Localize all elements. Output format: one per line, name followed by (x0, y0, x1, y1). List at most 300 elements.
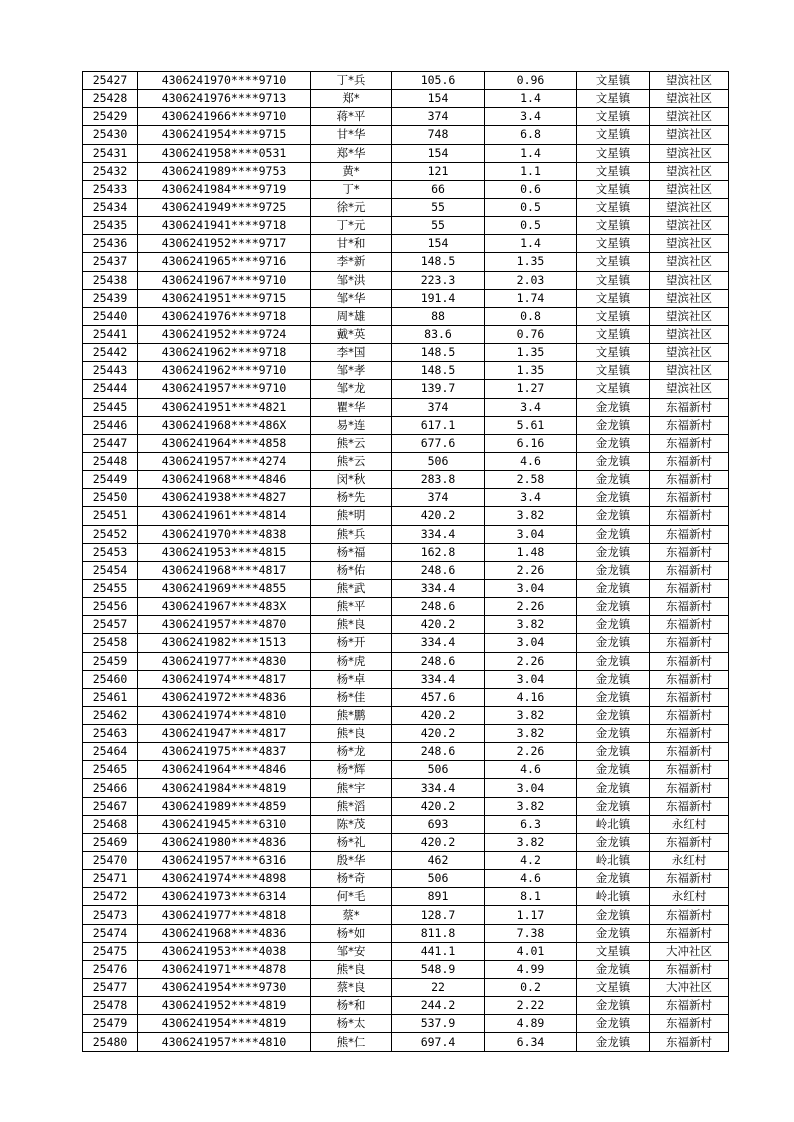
id-number-cell: 4306241967****483X (138, 598, 311, 616)
village-cell: 东福新村 (650, 870, 729, 888)
table-row (83, 979, 729, 997)
quantity-cell: 8.1 (485, 888, 577, 906)
row-number-cell: 25458 (83, 634, 138, 652)
quantity-cell: 4.6 (485, 870, 577, 888)
table-row (83, 525, 729, 543)
id-number-cell: 4306241957****9710 (138, 380, 311, 398)
village-cell: 东福新村 (650, 670, 729, 688)
table-row (83, 906, 729, 924)
table-row (83, 217, 729, 235)
name-cell: 郑* (311, 90, 392, 108)
quantity-cell: 0.2 (485, 979, 577, 997)
name-cell: 熊*宇 (311, 779, 392, 797)
amount-cell: 420.2 (392, 797, 485, 815)
town-cell: 金龙镇 (577, 634, 650, 652)
table-row (83, 289, 729, 307)
quantity-cell: 3.4 (485, 398, 577, 416)
amount-cell: 457.6 (392, 688, 485, 706)
quantity-cell: 4.01 (485, 942, 577, 960)
row-number-cell: 25444 (83, 380, 138, 398)
amount-cell: 748 (392, 126, 485, 144)
id-number-cell: 4306241938****4827 (138, 489, 311, 507)
id-number-cell: 4306241973****6314 (138, 888, 311, 906)
table-row (83, 960, 729, 978)
table-row (83, 761, 729, 779)
village-cell: 望滨社区 (650, 362, 729, 380)
village-cell: 东福新村 (650, 1033, 729, 1051)
town-cell: 文星镇 (577, 180, 650, 198)
row-number-cell: 25470 (83, 852, 138, 870)
quantity-cell: 0.76 (485, 325, 577, 343)
table-row (83, 579, 729, 597)
amount-cell: 191.4 (392, 289, 485, 307)
name-cell: 黄* (311, 162, 392, 180)
amount-cell: 693 (392, 815, 485, 833)
name-cell: 熊*武 (311, 579, 392, 597)
name-cell: 熊*良 (311, 725, 392, 743)
row-number-cell: 25461 (83, 688, 138, 706)
amount-cell: 66 (392, 180, 485, 198)
village-cell: 望滨社区 (650, 90, 729, 108)
quantity-cell: 4.6 (485, 452, 577, 470)
village-cell: 望滨社区 (650, 289, 729, 307)
town-cell: 岭北镇 (577, 852, 650, 870)
table-row (83, 325, 729, 343)
town-cell: 文星镇 (577, 289, 650, 307)
town-cell: 文星镇 (577, 253, 650, 271)
table-row (83, 72, 729, 90)
row-number-cell: 25436 (83, 235, 138, 253)
quantity-cell: 3.04 (485, 779, 577, 797)
id-number-cell: 4306241976****9718 (138, 307, 311, 325)
amount-cell: 374 (392, 108, 485, 126)
row-number-cell: 25474 (83, 924, 138, 942)
town-cell: 金龙镇 (577, 997, 650, 1015)
town-cell: 金龙镇 (577, 706, 650, 724)
quantity-cell: 7.38 (485, 924, 577, 942)
town-cell: 金龙镇 (577, 1015, 650, 1033)
id-number-cell: 4306241984****4819 (138, 779, 311, 797)
name-cell: 熊*鹏 (311, 706, 392, 724)
quantity-cell: 1.27 (485, 380, 577, 398)
amount-cell: 441.1 (392, 942, 485, 960)
row-number-cell: 25438 (83, 271, 138, 289)
village-cell: 东福新村 (650, 507, 729, 525)
table-row (83, 779, 729, 797)
amount-cell: 537.9 (392, 1015, 485, 1033)
quantity-cell: 2.22 (485, 997, 577, 1015)
row-number-cell: 25429 (83, 108, 138, 126)
quantity-cell: 1.35 (485, 253, 577, 271)
amount-cell: 420.2 (392, 725, 485, 743)
table-row (83, 652, 729, 670)
table-row (83, 725, 729, 743)
name-cell: 瞿*华 (311, 398, 392, 416)
town-cell: 金龙镇 (577, 561, 650, 579)
name-cell: 邹*洪 (311, 271, 392, 289)
table-row (83, 452, 729, 470)
village-cell: 东福新村 (650, 725, 729, 743)
village-cell: 东福新村 (650, 525, 729, 543)
row-number-cell: 25434 (83, 198, 138, 216)
table-row (83, 870, 729, 888)
village-cell: 东福新村 (650, 398, 729, 416)
quantity-cell: 3.04 (485, 634, 577, 652)
table-row (83, 1015, 729, 1033)
town-cell: 文星镇 (577, 362, 650, 380)
amount-cell: 248.6 (392, 598, 485, 616)
quantity-cell: 3.82 (485, 616, 577, 634)
town-cell: 文星镇 (577, 380, 650, 398)
town-cell: 文星镇 (577, 108, 650, 126)
quantity-cell: 2.26 (485, 598, 577, 616)
table-row (83, 344, 729, 362)
name-cell: 殷*华 (311, 852, 392, 870)
table-row (83, 489, 729, 507)
quantity-cell: 4.99 (485, 960, 577, 978)
name-cell: 杨*太 (311, 1015, 392, 1033)
quantity-cell: 3.04 (485, 579, 577, 597)
table-row (83, 598, 729, 616)
quantity-cell: 3.82 (485, 797, 577, 815)
name-cell: 杨*如 (311, 924, 392, 942)
id-number-cell: 4306241968****4836 (138, 924, 311, 942)
table-row (83, 1033, 729, 1051)
village-cell: 东福新村 (650, 706, 729, 724)
table-row (83, 362, 729, 380)
village-cell: 东福新村 (650, 960, 729, 978)
id-number-cell: 4306241954****9715 (138, 126, 311, 144)
row-number-cell: 25448 (83, 452, 138, 470)
id-number-cell: 4306241974****4810 (138, 706, 311, 724)
id-number-cell: 4306241953****4815 (138, 543, 311, 561)
town-cell: 金龙镇 (577, 779, 650, 797)
table-row (83, 398, 729, 416)
id-number-cell: 4306241968****4817 (138, 561, 311, 579)
table-row (83, 833, 729, 851)
name-cell: 杨*先 (311, 489, 392, 507)
quantity-cell: 3.04 (485, 525, 577, 543)
village-cell: 望滨社区 (650, 198, 729, 216)
row-number-cell: 25463 (83, 725, 138, 743)
amount-cell: 148.5 (392, 253, 485, 271)
table-row (83, 380, 729, 398)
town-cell: 金龙镇 (577, 579, 650, 597)
name-cell: 何*毛 (311, 888, 392, 906)
row-number-cell: 25428 (83, 90, 138, 108)
amount-cell: 154 (392, 235, 485, 253)
village-cell: 望滨社区 (650, 180, 729, 198)
town-cell: 金龙镇 (577, 960, 650, 978)
name-cell: 陈*茂 (311, 815, 392, 833)
table-row (83, 688, 729, 706)
town-cell: 文星镇 (577, 271, 650, 289)
amount-cell: 121 (392, 162, 485, 180)
quantity-cell: 4.89 (485, 1015, 577, 1033)
quantity-cell: 1.35 (485, 362, 577, 380)
amount-cell: 374 (392, 398, 485, 416)
name-cell: 杨*福 (311, 543, 392, 561)
town-cell: 金龙镇 (577, 670, 650, 688)
town-cell: 金龙镇 (577, 489, 650, 507)
name-cell: 邹*安 (311, 942, 392, 960)
amount-cell: 128.7 (392, 906, 485, 924)
quantity-cell: 3.82 (485, 507, 577, 525)
id-number-cell: 4306241970****9710 (138, 72, 311, 90)
id-number-cell: 4306241974****4898 (138, 870, 311, 888)
amount-cell: 891 (392, 888, 485, 906)
quantity-cell: 1.35 (485, 344, 577, 362)
name-cell: 杨*开 (311, 634, 392, 652)
row-number-cell: 25462 (83, 706, 138, 724)
village-cell: 望滨社区 (650, 344, 729, 362)
table-row (83, 471, 729, 489)
row-number-cell: 25435 (83, 217, 138, 235)
id-number-cell: 4306241949****9725 (138, 198, 311, 216)
amount-cell: 148.5 (392, 344, 485, 362)
quantity-cell: 2.26 (485, 743, 577, 761)
quantity-cell: 1.17 (485, 906, 577, 924)
amount-cell: 420.2 (392, 616, 485, 634)
quantity-cell: 3.82 (485, 833, 577, 851)
name-cell: 邹*龙 (311, 380, 392, 398)
amount-cell: 154 (392, 144, 485, 162)
id-number-cell: 4306241962****9718 (138, 344, 311, 362)
village-cell: 东福新村 (650, 688, 729, 706)
quantity-cell: 3.82 (485, 725, 577, 743)
row-number-cell: 25466 (83, 779, 138, 797)
id-number-cell: 4306241957****4810 (138, 1033, 311, 1051)
town-cell: 金龙镇 (577, 906, 650, 924)
name-cell: 李*国 (311, 344, 392, 362)
village-cell: 望滨社区 (650, 72, 729, 90)
village-cell: 望滨社区 (650, 325, 729, 343)
name-cell: 杨*龙 (311, 743, 392, 761)
table-row (83, 416, 729, 434)
table-body (83, 72, 729, 1052)
row-number-cell: 25441 (83, 325, 138, 343)
village-cell: 东福新村 (650, 1015, 729, 1033)
id-number-cell: 4306241976****9713 (138, 90, 311, 108)
town-cell: 金龙镇 (577, 525, 650, 543)
name-cell: 杨*奇 (311, 870, 392, 888)
amount-cell: 283.8 (392, 471, 485, 489)
row-number-cell: 25446 (83, 416, 138, 434)
row-number-cell: 25459 (83, 652, 138, 670)
table-row (83, 616, 729, 634)
name-cell: 徐*元 (311, 198, 392, 216)
town-cell: 文星镇 (577, 126, 650, 144)
table-row (83, 108, 729, 126)
name-cell: 周*雄 (311, 307, 392, 325)
row-number-cell: 25454 (83, 561, 138, 579)
table-row (83, 706, 729, 724)
amount-cell: 334.4 (392, 525, 485, 543)
town-cell: 文星镇 (577, 325, 650, 343)
amount-cell: 22 (392, 979, 485, 997)
name-cell: 丁* (311, 180, 392, 198)
village-cell: 望滨社区 (650, 217, 729, 235)
name-cell: 熊*良 (311, 616, 392, 634)
table-row (83, 434, 729, 452)
amount-cell: 506 (392, 761, 485, 779)
town-cell: 岭北镇 (577, 888, 650, 906)
name-cell: 杨*佳 (311, 688, 392, 706)
town-cell: 金龙镇 (577, 1033, 650, 1051)
name-cell: 甘*和 (311, 235, 392, 253)
town-cell: 金龙镇 (577, 833, 650, 851)
id-number-cell: 4306241975****4837 (138, 743, 311, 761)
town-cell: 金龙镇 (577, 761, 650, 779)
town-cell: 文星镇 (577, 344, 650, 362)
quantity-cell: 6.16 (485, 434, 577, 452)
town-cell: 金龙镇 (577, 598, 650, 616)
id-number-cell: 4306241957****6316 (138, 852, 311, 870)
row-number-cell: 25451 (83, 507, 138, 525)
town-cell: 文星镇 (577, 72, 650, 90)
amount-cell: 420.2 (392, 507, 485, 525)
village-cell: 东福新村 (650, 434, 729, 452)
quantity-cell: 6.34 (485, 1033, 577, 1051)
table-row (83, 852, 729, 870)
village-cell: 永红村 (650, 852, 729, 870)
name-cell: 易*连 (311, 416, 392, 434)
id-number-cell: 4306241982****1513 (138, 634, 311, 652)
row-number-cell: 25467 (83, 797, 138, 815)
amount-cell: 617.1 (392, 416, 485, 434)
name-cell: 蒋*平 (311, 108, 392, 126)
village-cell: 东福新村 (650, 471, 729, 489)
town-cell: 岭北镇 (577, 815, 650, 833)
town-cell: 金龙镇 (577, 688, 650, 706)
amount-cell: 88 (392, 307, 485, 325)
table-row (83, 162, 729, 180)
table-row (83, 670, 729, 688)
village-cell: 望滨社区 (650, 108, 729, 126)
row-number-cell: 25476 (83, 960, 138, 978)
amount-cell: 55 (392, 217, 485, 235)
quantity-cell: 4.2 (485, 852, 577, 870)
village-cell: 东福新村 (650, 634, 729, 652)
quantity-cell: 3.4 (485, 489, 577, 507)
town-cell: 金龙镇 (577, 616, 650, 634)
id-number-cell: 4306241967****9710 (138, 271, 311, 289)
name-cell: 熊*云 (311, 434, 392, 452)
town-cell: 金龙镇 (577, 434, 650, 452)
row-number-cell: 25473 (83, 906, 138, 924)
name-cell: 熊*明 (311, 507, 392, 525)
amount-cell: 697.4 (392, 1033, 485, 1051)
id-number-cell: 4306241977****4830 (138, 652, 311, 670)
row-number-cell: 25430 (83, 126, 138, 144)
town-cell: 文星镇 (577, 235, 650, 253)
town-cell: 文星镇 (577, 217, 650, 235)
row-number-cell: 25432 (83, 162, 138, 180)
quantity-cell: 1.4 (485, 90, 577, 108)
table-row (83, 743, 729, 761)
village-cell: 东福新村 (650, 416, 729, 434)
amount-cell: 548.9 (392, 960, 485, 978)
id-number-cell: 4306241945****6310 (138, 815, 311, 833)
row-number-cell: 25433 (83, 180, 138, 198)
row-number-cell: 25440 (83, 307, 138, 325)
name-cell: 闵*秋 (311, 471, 392, 489)
row-number-cell: 25452 (83, 525, 138, 543)
id-number-cell: 4306241951****4821 (138, 398, 311, 416)
name-cell: 邹*华 (311, 289, 392, 307)
name-cell: 杨*佑 (311, 561, 392, 579)
quantity-cell: 2.03 (485, 271, 577, 289)
quantity-cell: 6.8 (485, 126, 577, 144)
amount-cell: 374 (392, 489, 485, 507)
quantity-cell: 0.5 (485, 217, 577, 235)
row-number-cell: 25469 (83, 833, 138, 851)
village-cell: 东福新村 (650, 833, 729, 851)
amount-cell: 334.4 (392, 779, 485, 797)
amount-cell: 420.2 (392, 706, 485, 724)
quantity-cell: 2.26 (485, 652, 577, 670)
amount-cell: 506 (392, 452, 485, 470)
table-row (83, 634, 729, 652)
row-number-cell: 25457 (83, 616, 138, 634)
amount-cell: 248.6 (392, 561, 485, 579)
id-number-cell: 4306241947****4817 (138, 725, 311, 743)
village-cell: 东福新村 (650, 997, 729, 1015)
row-number-cell: 25464 (83, 743, 138, 761)
amount-cell: 334.4 (392, 579, 485, 597)
village-cell: 望滨社区 (650, 126, 729, 144)
name-cell: 李*新 (311, 253, 392, 271)
id-number-cell: 4306241972****4836 (138, 688, 311, 706)
name-cell: 熊*良 (311, 960, 392, 978)
amount-cell: 506 (392, 870, 485, 888)
town-cell: 文星镇 (577, 144, 650, 162)
town-cell: 金龙镇 (577, 743, 650, 761)
name-cell: 杨*虎 (311, 652, 392, 670)
id-number-cell: 4306241989****9753 (138, 162, 311, 180)
row-number-cell: 25456 (83, 598, 138, 616)
row-number-cell: 25468 (83, 815, 138, 833)
quantity-cell: 4.16 (485, 688, 577, 706)
row-number-cell: 25447 (83, 434, 138, 452)
village-cell: 望滨社区 (650, 253, 729, 271)
row-number-cell: 25471 (83, 870, 138, 888)
table-row (83, 198, 729, 216)
village-cell: 东福新村 (650, 452, 729, 470)
quantity-cell: 1.1 (485, 162, 577, 180)
town-cell: 金龙镇 (577, 398, 650, 416)
village-cell: 东福新村 (650, 561, 729, 579)
village-cell: 东福新村 (650, 598, 729, 616)
amount-cell: 462 (392, 852, 485, 870)
quantity-cell: 1.74 (485, 289, 577, 307)
row-number-cell: 25453 (83, 543, 138, 561)
quantity-cell: 3.82 (485, 706, 577, 724)
quantity-cell: 0.96 (485, 72, 577, 90)
id-number-cell: 4306241952****9724 (138, 325, 311, 343)
quantity-cell: 3.04 (485, 670, 577, 688)
table-row (83, 797, 729, 815)
amount-cell: 139.7 (392, 380, 485, 398)
row-number-cell: 25443 (83, 362, 138, 380)
name-cell: 蔡*良 (311, 979, 392, 997)
amount-cell: 55 (392, 198, 485, 216)
amount-cell: 420.2 (392, 833, 485, 851)
id-number-cell: 4306241971****4878 (138, 960, 311, 978)
name-cell: 邹*孝 (311, 362, 392, 380)
name-cell: 杨*辉 (311, 761, 392, 779)
id-number-cell: 4306241954****4819 (138, 1015, 311, 1033)
